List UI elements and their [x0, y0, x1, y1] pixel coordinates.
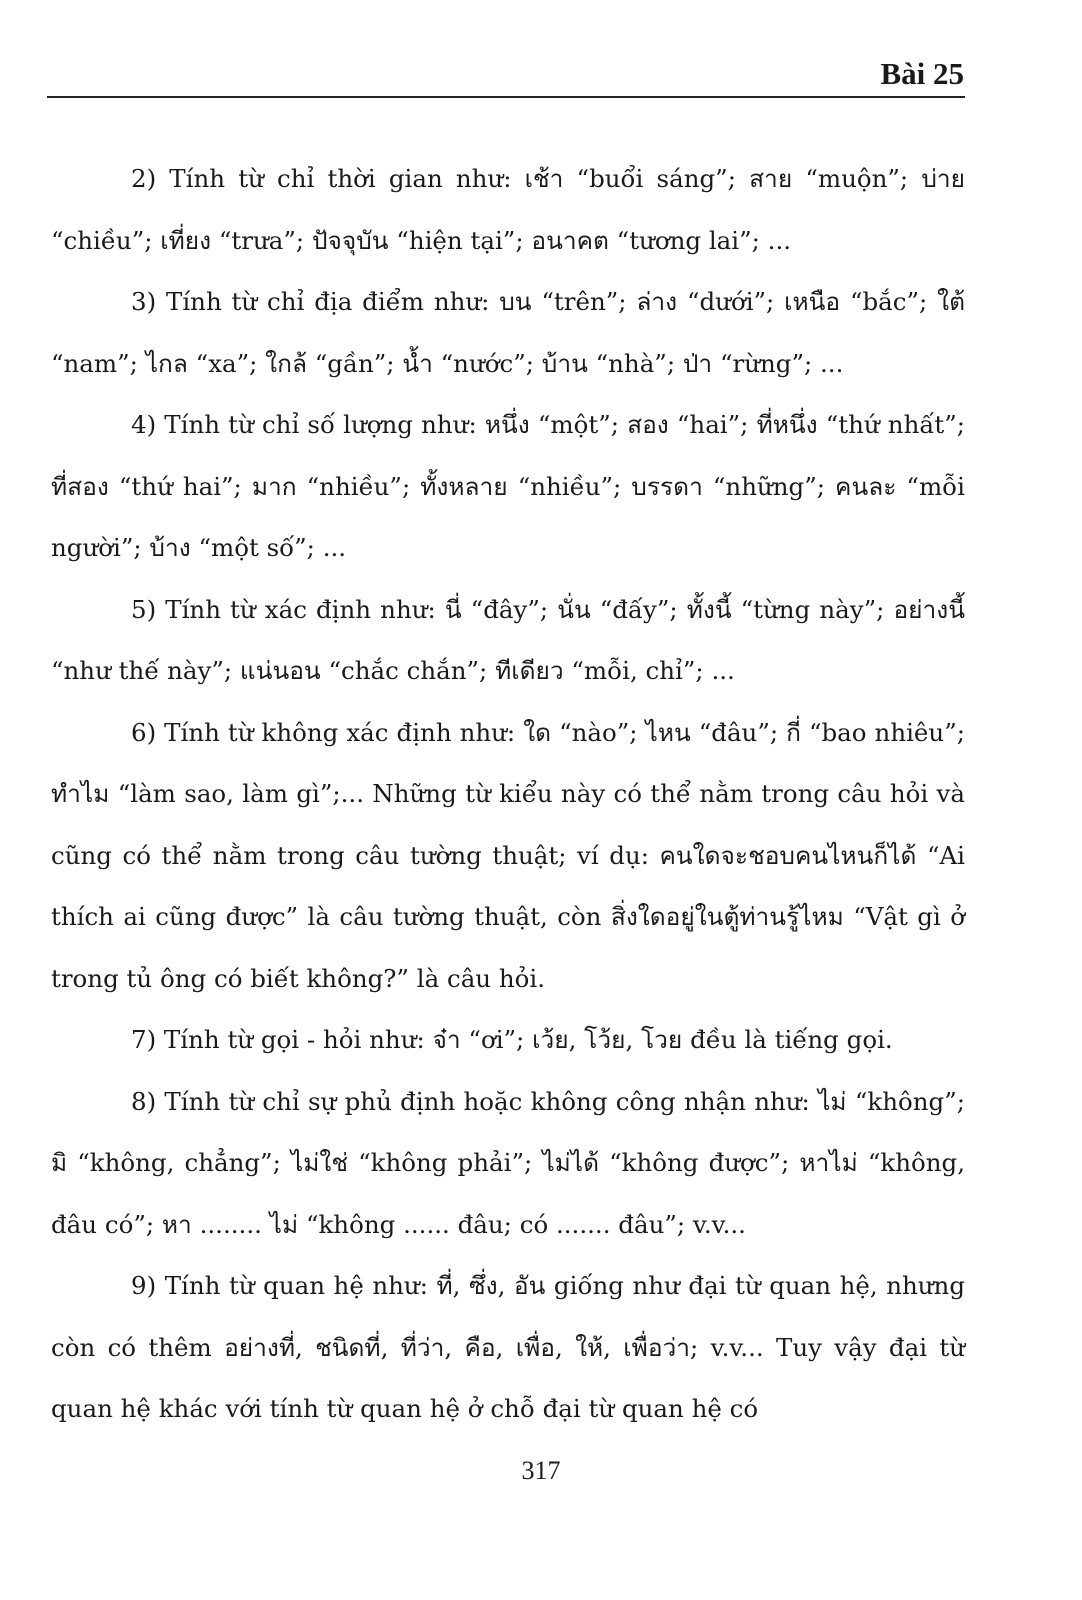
paragraph-item-8: 8) Tính từ chỉ sự phủ định hoặc không công nhận như: ไม่ “không”; มิ “không, chẳng”; ไม่ใช่ “không phải”; ไม่ได้ “không được”; หาไม่ “không, đâu có”; หา ........ ไม่ “không ...... đâu; có ....... đâu”; v.v...	[51, 1086, 965, 1239]
paragraph-item-9: 9) Tính từ quan hệ như: ที่, ซึ่ง, อัน giống như đại từ quan hệ, nhưng còn có thêm อย่างที่, ชนิดที่, ที่ว่า, คือ, เพื่อ, ให้, เพื่อว่า; v.v... Tuy vậy đại từ quan hệ khác với tính từ quan hệ ở chỗ đại từ quan hệ có	[51, 1271, 965, 1423]
paragraph-item-7: 7) Tính từ gọi - hỏi như: จ๋า “ơi”; เว้ย, โว้ย, โวย đều là tiếng gọi.	[131, 1025, 893, 1054]
paragraph-item-5: 5) Tính từ xác định như: นี่ “đây”; นั่น “đấy”; ทั้งนี้ “từng này”; อย่างนี้ “như thế này”; แน่นอน “chắc chắn”; ทีเดียว “mỗi, chỉ”; ...	[51, 594, 965, 685]
page-number: 317	[521, 1456, 561, 1485]
paragraph-item-6: 6) Tính từ không xác định như: ใด “nào”; ไหน “đâu”; กี่ “bao nhiêu”; ทำไม “làm sao, làm gì”;... Những từ kiểu này có thể nằm trong câu hỏi và cũng có thể nằm trong câu tường thuật; ví dụ: คนใดจะชอบคนไหนก็ได้ “Ai thích ai cũng được” là câu tường thuật, còn สิ่งใดอยู่ในตู้ท่านรู้ไหม “Vật gì ở trong tủ ông có biết không?” là câu hỏi.	[51, 717, 965, 993]
chapter-header: Bài 25	[880, 56, 964, 91]
page-body	[51, 148, 965, 1440]
paragraph-item-4: 4) Tính từ chỉ số lượng như: หนึ่ง “một”; สอง “hai”; ที่หนึ่ง “thứ nhất”; ที่สอง “thứ hai”; มาก “nhiều”; ทั้งหลาย “nhiều”; บรรดา “những”; คนละ “mỗi người”; บ้าง “một số”; ...	[51, 410, 965, 562]
paragraph-item-2: 2) Tính từ chỉ thời gian như: เช้า “buổi sáng”; สาย “muộn”; บ่าย “chiều”; เที่ยง “trưa”; ปัจจุบัน “hiện tại”; อนาคต “tương lai”; ...	[51, 164, 965, 255]
header-divider	[47, 96, 965, 98]
paragraph-item-3: 3) Tính từ chỉ địa điểm như: บน “trên”; ล่าง “dưới”; เหนือ “bắc”; ใต้ “nam”; ไกล “xa”; ใกล้ “gần”; น้ำ “nước”; บ้าน “nhà”; ป่า “rừng”; ...	[51, 287, 965, 378]
